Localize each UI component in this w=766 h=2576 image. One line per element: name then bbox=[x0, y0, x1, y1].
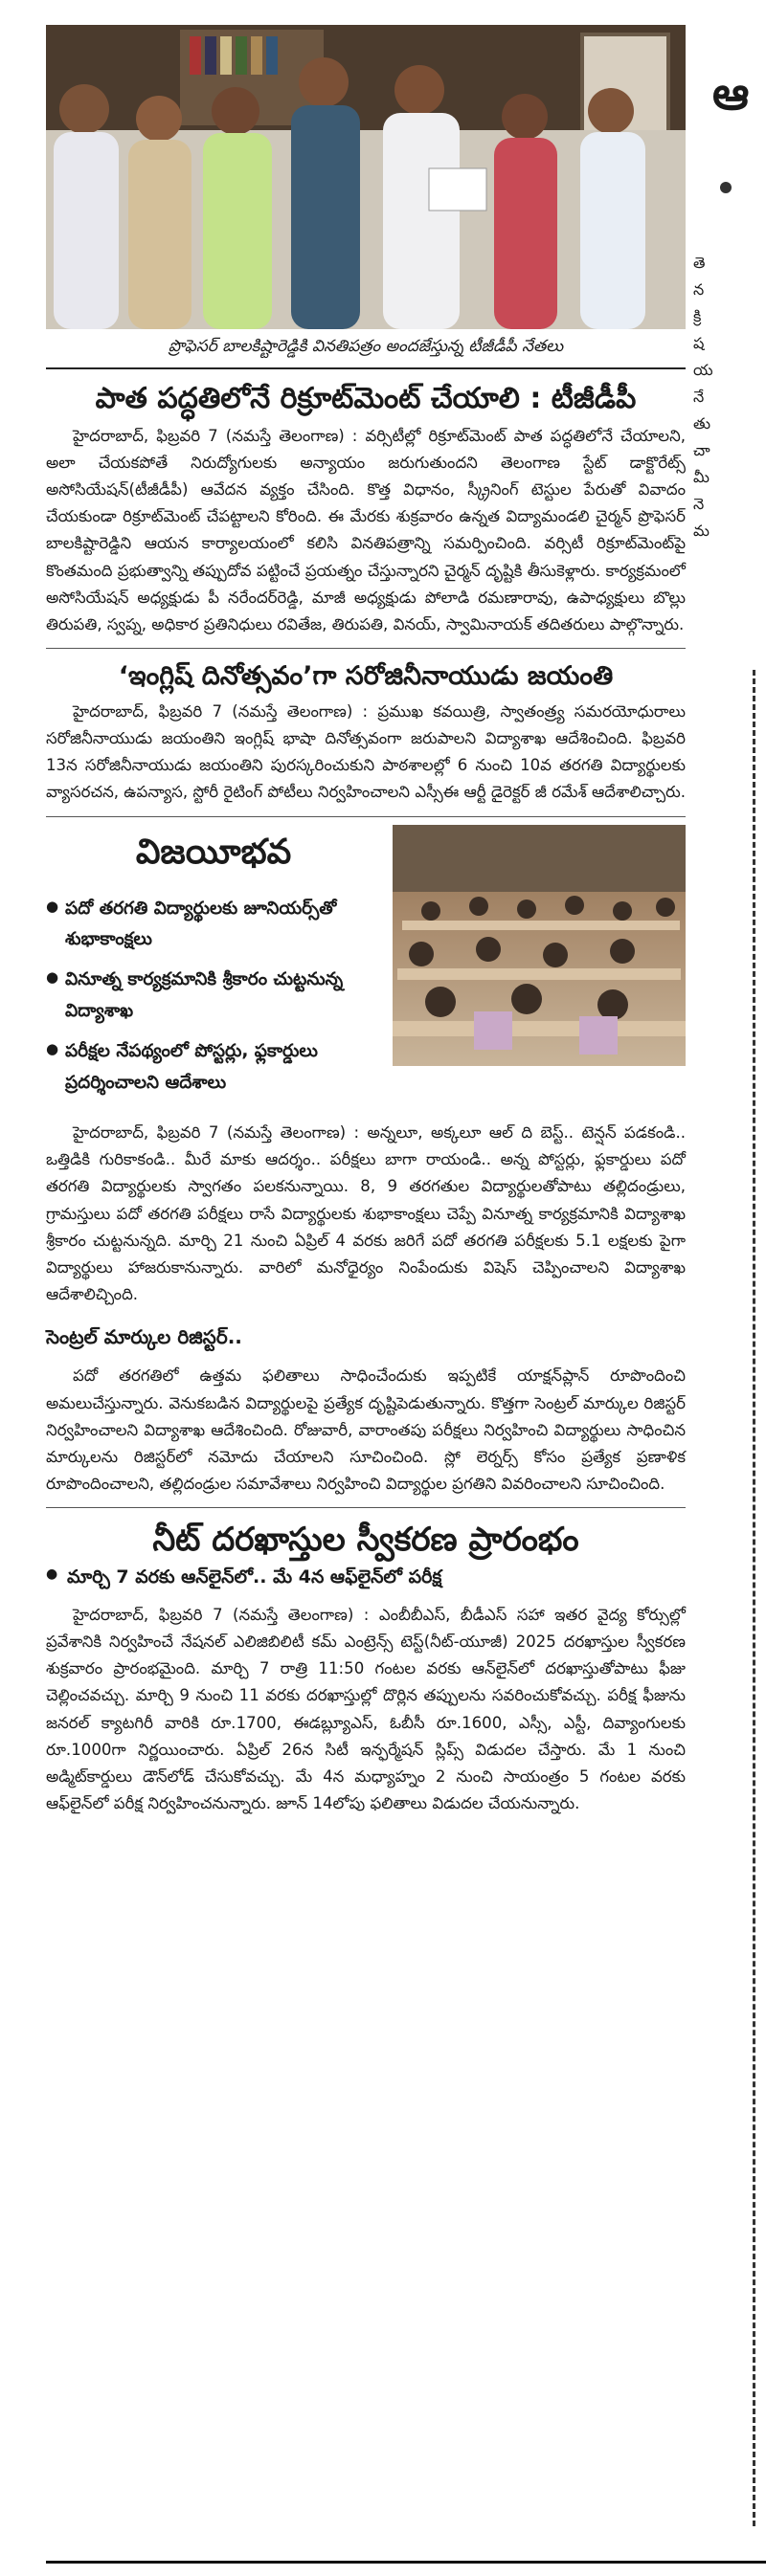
article3-paragraph: హైదరాబాద్, ఫిబ్రవరి 7 (నమస్తే తెలంగాణ) : అన్నలూ, అక్కలూ ఆల్ ది బెస్ట్.. టెన్షన్ పడకండి.. ఒత్తిడికి గురికాకండి.. మీరే మాకు ఆదర్శం.. పరీక్షలు బాగా రాయండి.. అన్న పోస్టర్లు, ఫ్లకార్డులు పదో తరగతి విద్యార్థులకు స్వాగతం పలకనున్నాయి. 8, 9 తరగతుల విద్యార్థులతోపాటు తల్లిదండ్రులు, గ్రామస్తులు పదో తరగతి పరీక్షలు రాసే విద్యార్థులకు శుభాకాంక్షలు చెప్పే వినూత్న కార్యక్రమానికి విద్యాశాఖ శ్రీకారం చుట్టనున్నది. మార్చి 21 నుంచి ఏప్రిల్ 4 వరకు జరిగే పదో తరగతి పరీక్షలకు 5.1 లక్షలకు పైగా విద్యార్థులు హాజరుకానున్నారు. వారిలో మనోధైర్యం నింపేందుకు విషెస్ చెప్పించాలని విద్యాశాఖ ఆదేశాలిచ్చింది. bbox=[46, 1122, 686, 1304]
text-fragment: మీ bbox=[693, 468, 710, 486]
divider bbox=[46, 367, 686, 369]
article3-bullet-list bbox=[46, 894, 381, 1099]
text-fragment: మ bbox=[693, 522, 710, 540]
divider bbox=[46, 816, 686, 817]
divider bbox=[46, 1507, 686, 1508]
text-fragment: తు bbox=[693, 414, 710, 433]
article2-headline: ‘ఇంగ్లిష్ దినోత్సవం’గా సరోజినీనాయుడు జయంతి bbox=[118, 661, 614, 692]
photo-caption: ప్రొఫెసర్ బాలకిష్టారెడ్డికి వినతిపత్రం అందజేస్తున్న టీజీడీపీ నేతలు bbox=[168, 337, 564, 356]
bottom-border bbox=[46, 2561, 766, 2564]
text-fragment: తె bbox=[693, 254, 706, 272]
divider bbox=[46, 648, 686, 649]
article3-subheading: సెంట్రల్ మార్కుల రిజిస్టర్.. bbox=[46, 1325, 242, 1349]
article4-headline: నీట్ దరఖాస్తుల స్వీకరణ ప్రారంభం bbox=[152, 1521, 579, 1560]
article4-body bbox=[46, 1602, 686, 1818]
bullet-item: ● పదో తరగతి విద్యార్థులకు జూనియర్స్‌తో శుభాకాంక్షలు bbox=[46, 894, 381, 956]
cropped-headline-glyph: ఆ bbox=[712, 67, 750, 121]
article1-body bbox=[46, 423, 686, 639]
text-fragment: నే bbox=[693, 388, 705, 406]
news-photo bbox=[46, 25, 686, 329]
article2-body bbox=[46, 699, 686, 807]
bullet-dot bbox=[720, 182, 732, 193]
article3-title: విజయీభవ bbox=[135, 832, 292, 872]
bullet-item: ● పరీక్షల నేపథ్యంలో పోస్టర్లు, ఫ్లకార్డులు ప్రదర్శించాలని ఆదేశాలు bbox=[46, 1036, 381, 1099]
text-fragment: న bbox=[693, 280, 705, 299]
text-fragment: ష bbox=[693, 334, 705, 352]
article2-paragraph: హైదరాబాద్, ఫిబ్రవరి 7 (నమస్తే తెలంగాణ) : ప్రముఖ కవయిత్రి, స్వాతంత్ర్య సమరయోధురాలు సరోజినీనాయుడు జయంతిని ఇంగ్లిష్ భాషా దినోత్సవంగా జరుపాలని విద్యాశాఖ ఆదేశించింది. ఫిబ్రవరి 13న సరోజినీనాయుడు జయంతిని పురస్కరించుకుని పాఠశాలల్లో 6 నుంచి 10వ తరగతి విద్యార్థులకు వ్యాసరచన, ఉపన్యాస, స్టోరీ రైటింగ్ పోటీలు నిర్వహించాలని ఎస్సీఈ ఆర్టీ డైరెక్టర్ జీ రమేశ్ ఆదేశాలిచ్చారు. bbox=[46, 701, 686, 802]
article1-paragraph: హైదరాబాద్, ఫిబ్రవరి 7 (నమస్తే తెలంగాణ) : వర్సిటీల్లో రిక్రూట్‌మెంట్ పాత పద్ధతిలోనే చేయాలని, అలా చేయకపోతే నిరుద్యోగులకు అన్యాయం జరుగుతుందని తెలంగాణ స్టేట్ డాక్టొరేట్స్ అసోసియేషన్(టీజీడీపీ) ఆవేదన వ్యక్తం చేసింది. కొత్త విధానం, స్క్రీనింగ్ టెస్టుల పేరుతో వివాదం చేయకుండా రిక్రూట్‌మెంట్ చేపట్టాలని కోరింది. ఈ మేరకు శుక్రవారం ఉన్నత విద్యామండలి చైర్మన్ ప్రొఫెసర్ బాలకిష్టారెడ్డిని ఆయన కార్యాలయంలో కలిసి వినతిపత్రాన్ని సమర్పించింది. వర్సిటీ రిక్రూట్‌మెంట్‌పై కొంతమంది ప్రభుత్వాన్ని తప్పుదోవ పట్టించే ప్రయత్నం చేస్తున్నారని చైర్మన్ దృష్టికి తీసుకెళ్లారు. కార్యక్రమంలో అసోసియేషన్ అధ్యక్షుడు పీ నరేందర్‌రెడ్డి, మాజీ అధ్యక్షుడు పోలాడి రమణారావు, ఉపాధ్యక్షులు బొల్లు తిరుపతి, స్వప్న, అధికార ప్రతినిధులు రవితేజ, తిరుపతి, వినయ్, స్వామినాయక్ తదితరులు పాల్గొన్నారు. bbox=[46, 426, 686, 633]
article3-intro bbox=[46, 825, 381, 1108]
bullet-item: ● వినూత్న కార్యక్రమానికి శ్రీకారం చుట్టనున్న విద్యాశాఖ bbox=[46, 965, 381, 1027]
exam-hall-photo bbox=[393, 825, 686, 1066]
article3-body2 bbox=[46, 1363, 686, 1498]
article1-headline: పాత పద్ధతిలోనే రిక్రూట్‌మెంట్ చేయాలి : టీజీడీపీ bbox=[95, 382, 637, 415]
exam-hall-illustration bbox=[393, 825, 686, 1066]
group-photo-illustration bbox=[46, 25, 686, 329]
article3-body bbox=[46, 1120, 686, 1308]
text-fragment: చా bbox=[693, 441, 710, 459]
main-column bbox=[46, 25, 686, 1818]
text-fragment: య bbox=[693, 361, 713, 379]
article4-paragraph: హైదరాబాద్, ఫిబ్రవరి 7 (నమస్తే తెలంగాణ) : ఎంబీబీఎస్, బీడీఎస్ సహా ఇతర వైద్య కోర్సుల్లో ప్రవేశానికి నిర్వహించే నేషనల్ ఎలిజిబిలిటీ కమ్ ఎంట్రెన్స్ టెస్ట్(నీట్-యూజీ) 2025 దరఖాస్తుల స్వీకరణ శుక్రవారం ప్రారంభమైంది. మార్చి 7 రాత్రి 11:50 గంటల వరకు ఆన్‌లైన్‌లో దరఖాస్తుతోపాటు ఫీజు చెల్లించవచ్చు. మార్చి 9 నుంచి 11 వరకు దరఖాస్తుల్లో దొర్లిన తప్పులను సవరించుకోవచ్చు. పరీక్ష ఫీజును జనరల్ క్యాటగిరీ వారికి రూ.1700, ఈడబ్ల్యూఎస్, ఓబీసీ రూ.1600, ఎస్సీ, ఎస్టీ, దివ్యాంగులకు రూ.1000గా నిర్ణయించారు. ఏప్రిల్ 26న సిటీ ఇన్ఫర్మేషన్ స్లిప్స్ విడుదల చేస్తారు. మే 1 నుంచి అడ్మిట్‌కార్డులు డౌన్‌లోడ్ చేసుకోవచ్చు. మే 4న మధ్యాహ్నం 2 నుంచి సాయంత్రం 5 గంటల వరకు ఆఫ్‌లైన్‌లో పరీక్ష నిర్వహించనున్నారు. జూన్ 14లోపు ఫలితాలు విడుదల చేయనున్నారు. bbox=[46, 1605, 686, 1813]
article3-feature bbox=[46, 825, 686, 1108]
article4-subline: ● మార్చి 7 వరకు ఆన్‌లైన్‌లో.. మే 4న ఆఫ్‌లైన్‌లో పరీక్ష bbox=[46, 1566, 686, 1592]
text-fragment: నె bbox=[693, 495, 705, 513]
article3-paragraph2: పదో తరగతిలో ఉత్తమ ఫలితాలు సాధించేందుకు ఇప్పటికే యాక్షన్‌ప్లాన్ రూపొందించి అమలుచేస్తున్నారు. వెనుకబడిన విద్యార్థులపై ప్రత్యేక దృష్టిపెడుతున్నారు. కొత్తగా సెంట్రల్ మార్కుల రిజిస్టర్ నిర్వహించాలని విద్యాశాఖ ఆదేశించింది. రోజువారీ, వారాంతపు పరీక్షలు నిర్వహించి విద్యార్థులు సాధించిన మార్కులను రిజిస్టర్‌లో నమోదు చేయాలని సూచించింది. స్లో లెర్నర్స్ కోసం ప్రత్యేక ప్రణాళిక రూపొందించాలని, తల్లిదండ్రుల సమావేశాలు నిర్వహించి విద్యార్థుల ప్రగతిని వివరించాలని సూచించింది. bbox=[46, 1366, 686, 1494]
dashed-border bbox=[753, 670, 755, 2526]
text-fragment: క్రి bbox=[693, 307, 702, 325]
